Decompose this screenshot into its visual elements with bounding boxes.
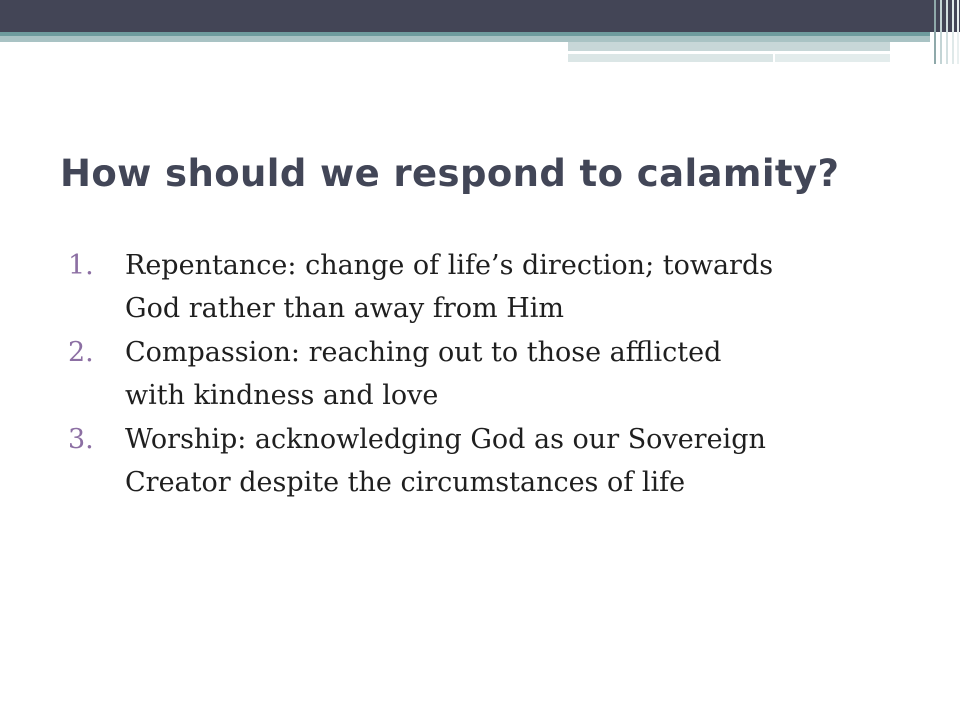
list-item-line: Compassion: reaching out to those afflicted bbox=[125, 337, 722, 368]
header-tab-strip bbox=[568, 42, 890, 51]
list-item-number: 3. bbox=[68, 424, 94, 455]
list-item bbox=[68, 331, 928, 417]
header-tab-strip-lower bbox=[568, 54, 773, 62]
list-item-line: Repentance: change of life’s direction; towards bbox=[125, 250, 774, 281]
edge-line bbox=[952, 0, 954, 64]
list-item-text bbox=[125, 244, 928, 330]
list-item-line: with kindness and love bbox=[125, 380, 439, 411]
list-item bbox=[68, 418, 928, 504]
edge-line bbox=[957, 0, 959, 64]
list-item-line: God rather than away from Him bbox=[125, 293, 564, 324]
list-item-text bbox=[125, 418, 928, 504]
list-item-number: 1. bbox=[68, 250, 94, 281]
list-item bbox=[68, 244, 928, 330]
slide-title: How should we respond to calamity? bbox=[60, 152, 840, 195]
edge-line bbox=[934, 0, 936, 64]
list-item-number: 2. bbox=[68, 337, 94, 368]
edge-line bbox=[940, 0, 942, 64]
edge-line bbox=[946, 0, 948, 64]
list-item-line: Worship: acknowledging God as our Sovereign bbox=[125, 424, 766, 455]
header-tab-strip-lower-right bbox=[775, 54, 890, 62]
list-item-text bbox=[125, 331, 928, 417]
header-bar-dark bbox=[0, 0, 960, 32]
list-item-line: Creator despite the circumstances of life bbox=[125, 467, 686, 498]
numbered-list bbox=[68, 244, 928, 505]
header-edge-lines bbox=[930, 0, 960, 64]
